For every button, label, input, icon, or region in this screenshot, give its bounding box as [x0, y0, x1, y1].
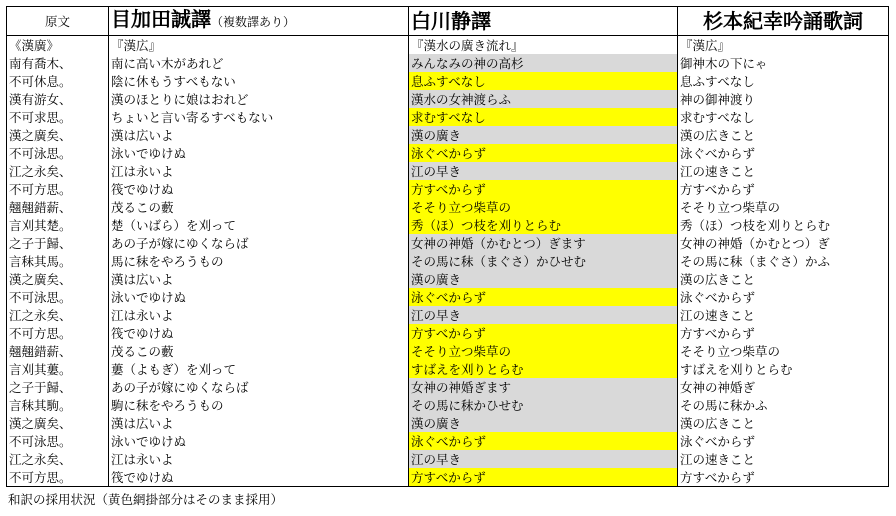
table-row [7, 198, 889, 216]
cell-original: 言刈其楚。 [7, 216, 109, 234]
cell-sugimoto: 求むすべなし [678, 108, 889, 126]
section-meguro: 『漢広』 [109, 36, 409, 55]
cell-sugimoto: その馬に秣（まぐさ）かふ [678, 252, 889, 270]
cell-shirakawa: その馬に秣かひせむ [409, 396, 678, 414]
header-shirakawa: 白川静譯 [409, 7, 678, 36]
cell-meguro: 漢は広いよ [109, 414, 409, 432]
table-row [7, 288, 889, 306]
cell-meguro: ちょいと言い寄るすべもない [109, 108, 409, 126]
cell-original: 江之永矣、 [7, 162, 109, 180]
table-row [7, 216, 889, 234]
cell-original: 言秣其馬。 [7, 252, 109, 270]
cell-shirakawa: 求むすべなし [409, 108, 678, 126]
cell-original: 不可方思。 [7, 468, 109, 487]
cell-meguro: 江は永いよ [109, 306, 409, 324]
table-row [7, 378, 889, 396]
table-row [7, 324, 889, 342]
cell-shirakawa: 江の早き [409, 450, 678, 468]
cell-shirakawa: 女神の神婚ぎます [409, 378, 678, 396]
cell-meguro: 茂るこの藪 [109, 342, 409, 360]
table-row [7, 180, 889, 198]
cell-meguro: 泳いでゆけぬ [109, 144, 409, 162]
cell-meguro: 筏でゆけぬ [109, 324, 409, 342]
section-sugimoto: 『漢広』 [678, 36, 889, 55]
table-row [7, 54, 889, 72]
cell-shirakawa: 泳ぐべからず [409, 288, 678, 306]
cell-original: 不可泳思。 [7, 288, 109, 306]
cell-shirakawa: 江の早き [409, 162, 678, 180]
table-row [7, 234, 889, 252]
table-row [7, 414, 889, 432]
cell-shirakawa: そそり立つ柴草の [409, 342, 678, 360]
table-row [7, 90, 889, 108]
cell-meguro: 茂るこの藪 [109, 198, 409, 216]
cell-sugimoto: すばえを刈りとらむ [678, 360, 889, 378]
table-row [7, 162, 889, 180]
section-original: 《漢廣》 [7, 36, 109, 55]
cell-shirakawa: 江の早き [409, 306, 678, 324]
table-row [7, 270, 889, 288]
header-row [7, 7, 889, 36]
cell-meguro: 漢のほとりに娘はおれど [109, 90, 409, 108]
cell-original: 不可泳思。 [7, 144, 109, 162]
cell-shirakawa: 方すべからず [409, 180, 678, 198]
cell-sugimoto: その馬に秣かふ [678, 396, 889, 414]
cell-original: 漢有游女、 [7, 90, 109, 108]
cell-original: 不可求思。 [7, 108, 109, 126]
cell-shirakawa: 息ふすべなし [409, 72, 678, 90]
cell-original: 言刈其蔞。 [7, 360, 109, 378]
cell-sugimoto: 神の御神渡り [678, 90, 889, 108]
cell-shirakawa: 漢水の女神渡らふ [409, 90, 678, 108]
cell-sugimoto: 女神の神婚（かむとつ）ぎ [678, 234, 889, 252]
footnote: 和訳の採用状況（黄色網掛部分はそのまま採用） [8, 492, 284, 507]
cell-shirakawa: みんなみの神の高杉 [409, 54, 678, 72]
cell-meguro: 陰に休もうすべもない [109, 72, 409, 90]
table-row [7, 396, 889, 414]
cell-original: 翹翹錯薪、 [7, 342, 109, 360]
cell-original: 漢之廣矣、 [7, 126, 109, 144]
table-row [7, 306, 889, 324]
cell-original: 不可方思。 [7, 180, 109, 198]
cell-sugimoto: 女神の神婚ぎ [678, 378, 889, 396]
cell-original: 不可方思。 [7, 324, 109, 342]
cell-meguro: 馬に秣をやろうもの [109, 252, 409, 270]
cell-sugimoto: 御神木の下にゃ [678, 54, 889, 72]
table-row [7, 252, 889, 270]
cell-shirakawa: そそり立つ柴草の [409, 198, 678, 216]
cell-meguro: 江は永いよ [109, 450, 409, 468]
cell-meguro: 筏でゆけぬ [109, 468, 409, 487]
header-sugimoto: 杉本紀幸吟誦歌詞 [678, 7, 889, 36]
cell-meguro: 楚（いばら）を刈って [109, 216, 409, 234]
cell-sugimoto: 泳ぐべからず [678, 288, 889, 306]
cell-shirakawa: 女神の神婚（かむとつ）ぎます [409, 234, 678, 252]
cell-sugimoto: 方すべからず [678, 468, 889, 487]
table-row [7, 108, 889, 126]
cell-meguro: 駒に秣をやろうもの [109, 396, 409, 414]
table-row [7, 360, 889, 378]
cell-original: 南有喬木、 [7, 54, 109, 72]
section-row [7, 36, 889, 55]
cell-sugimoto: 泳ぐべからず [678, 432, 889, 450]
cell-sugimoto: 方すべからず [678, 180, 889, 198]
table-row [7, 126, 889, 144]
cell-shirakawa: 泳ぐべからず [409, 432, 678, 450]
cell-shirakawa: 秀（ほ）つ枝を刈りとらむ [409, 216, 678, 234]
table-row [7, 468, 889, 487]
header-original: 原文 [7, 7, 109, 36]
cell-sugimoto: 方すべからず [678, 324, 889, 342]
cell-sugimoto: 江の速きこと [678, 162, 889, 180]
cell-original: 漢之廣矣、 [7, 414, 109, 432]
cell-original: 江之永矣、 [7, 306, 109, 324]
cell-original: 漢之廣矣、 [7, 270, 109, 288]
cell-original: 不可休息。 [7, 72, 109, 90]
cell-meguro: 南に高い木があれど [109, 54, 409, 72]
cell-original: 不可泳思。 [7, 432, 109, 450]
header-meguro-note: （複数譯あり） [211, 15, 296, 29]
cell-original: 之子于歸、 [7, 378, 109, 396]
cell-meguro: 泳いでゆけぬ [109, 432, 409, 450]
table-row [7, 342, 889, 360]
cell-meguro: 漢は広いよ [109, 126, 409, 144]
cell-sugimoto: 漢の広きこと [678, 270, 889, 288]
cell-sugimoto: 泳ぐべからず [678, 144, 889, 162]
cell-shirakawa: その馬に秣（まぐさ）かひせむ [409, 252, 678, 270]
cell-meguro: 蔞（よもぎ）を刈って [109, 360, 409, 378]
cell-sugimoto: 江の速きこと [678, 450, 889, 468]
cell-sugimoto: 江の速きこと [678, 306, 889, 324]
table-row [7, 432, 889, 450]
cell-shirakawa: 漢の廣き [409, 126, 678, 144]
cell-meguro: 江は永いよ [109, 162, 409, 180]
cell-original: 江之永矣、 [7, 450, 109, 468]
cell-shirakawa: 方すべからず [409, 468, 678, 487]
section-shirakawa: 『漢水の廣き流れ』 [409, 36, 678, 55]
cell-shirakawa: 漢の廣き [409, 270, 678, 288]
cell-sugimoto: 漢の広きこと [678, 414, 889, 432]
cell-meguro: あの子が嫁にゆくならば [109, 378, 409, 396]
cell-sugimoto: 漢の広きこと [678, 126, 889, 144]
cell-original: 翹翹錯薪、 [7, 198, 109, 216]
header-meguro [109, 7, 409, 36]
cell-original: 言秣其駒。 [7, 396, 109, 414]
cell-meguro: 泳いでゆけぬ [109, 288, 409, 306]
cell-sugimoto: そそり立つ柴草の [678, 198, 889, 216]
cell-meguro: 漢は広いよ [109, 270, 409, 288]
cell-sugimoto: 息ふすべなし [678, 72, 889, 90]
table-row [7, 72, 889, 90]
cell-meguro: 筏でゆけぬ [109, 180, 409, 198]
cell-shirakawa: 漢の廣き [409, 414, 678, 432]
cell-shirakawa: 泳ぐべからず [409, 144, 678, 162]
header-meguro-title: 目加田誠譯 [111, 7, 211, 31]
table-row [7, 144, 889, 162]
cell-shirakawa: すばえを刈りとらむ [409, 360, 678, 378]
cell-meguro: あの子が嫁にゆくならば [109, 234, 409, 252]
cell-sugimoto: 秀（ほ）つ枝を刈りとらむ [678, 216, 889, 234]
cell-shirakawa: 方すべからず [409, 324, 678, 342]
cell-sugimoto: そそり立つ柴草の [678, 342, 889, 360]
translation-table [6, 6, 889, 487]
cell-original: 之子于歸、 [7, 234, 109, 252]
table-row [7, 450, 889, 468]
